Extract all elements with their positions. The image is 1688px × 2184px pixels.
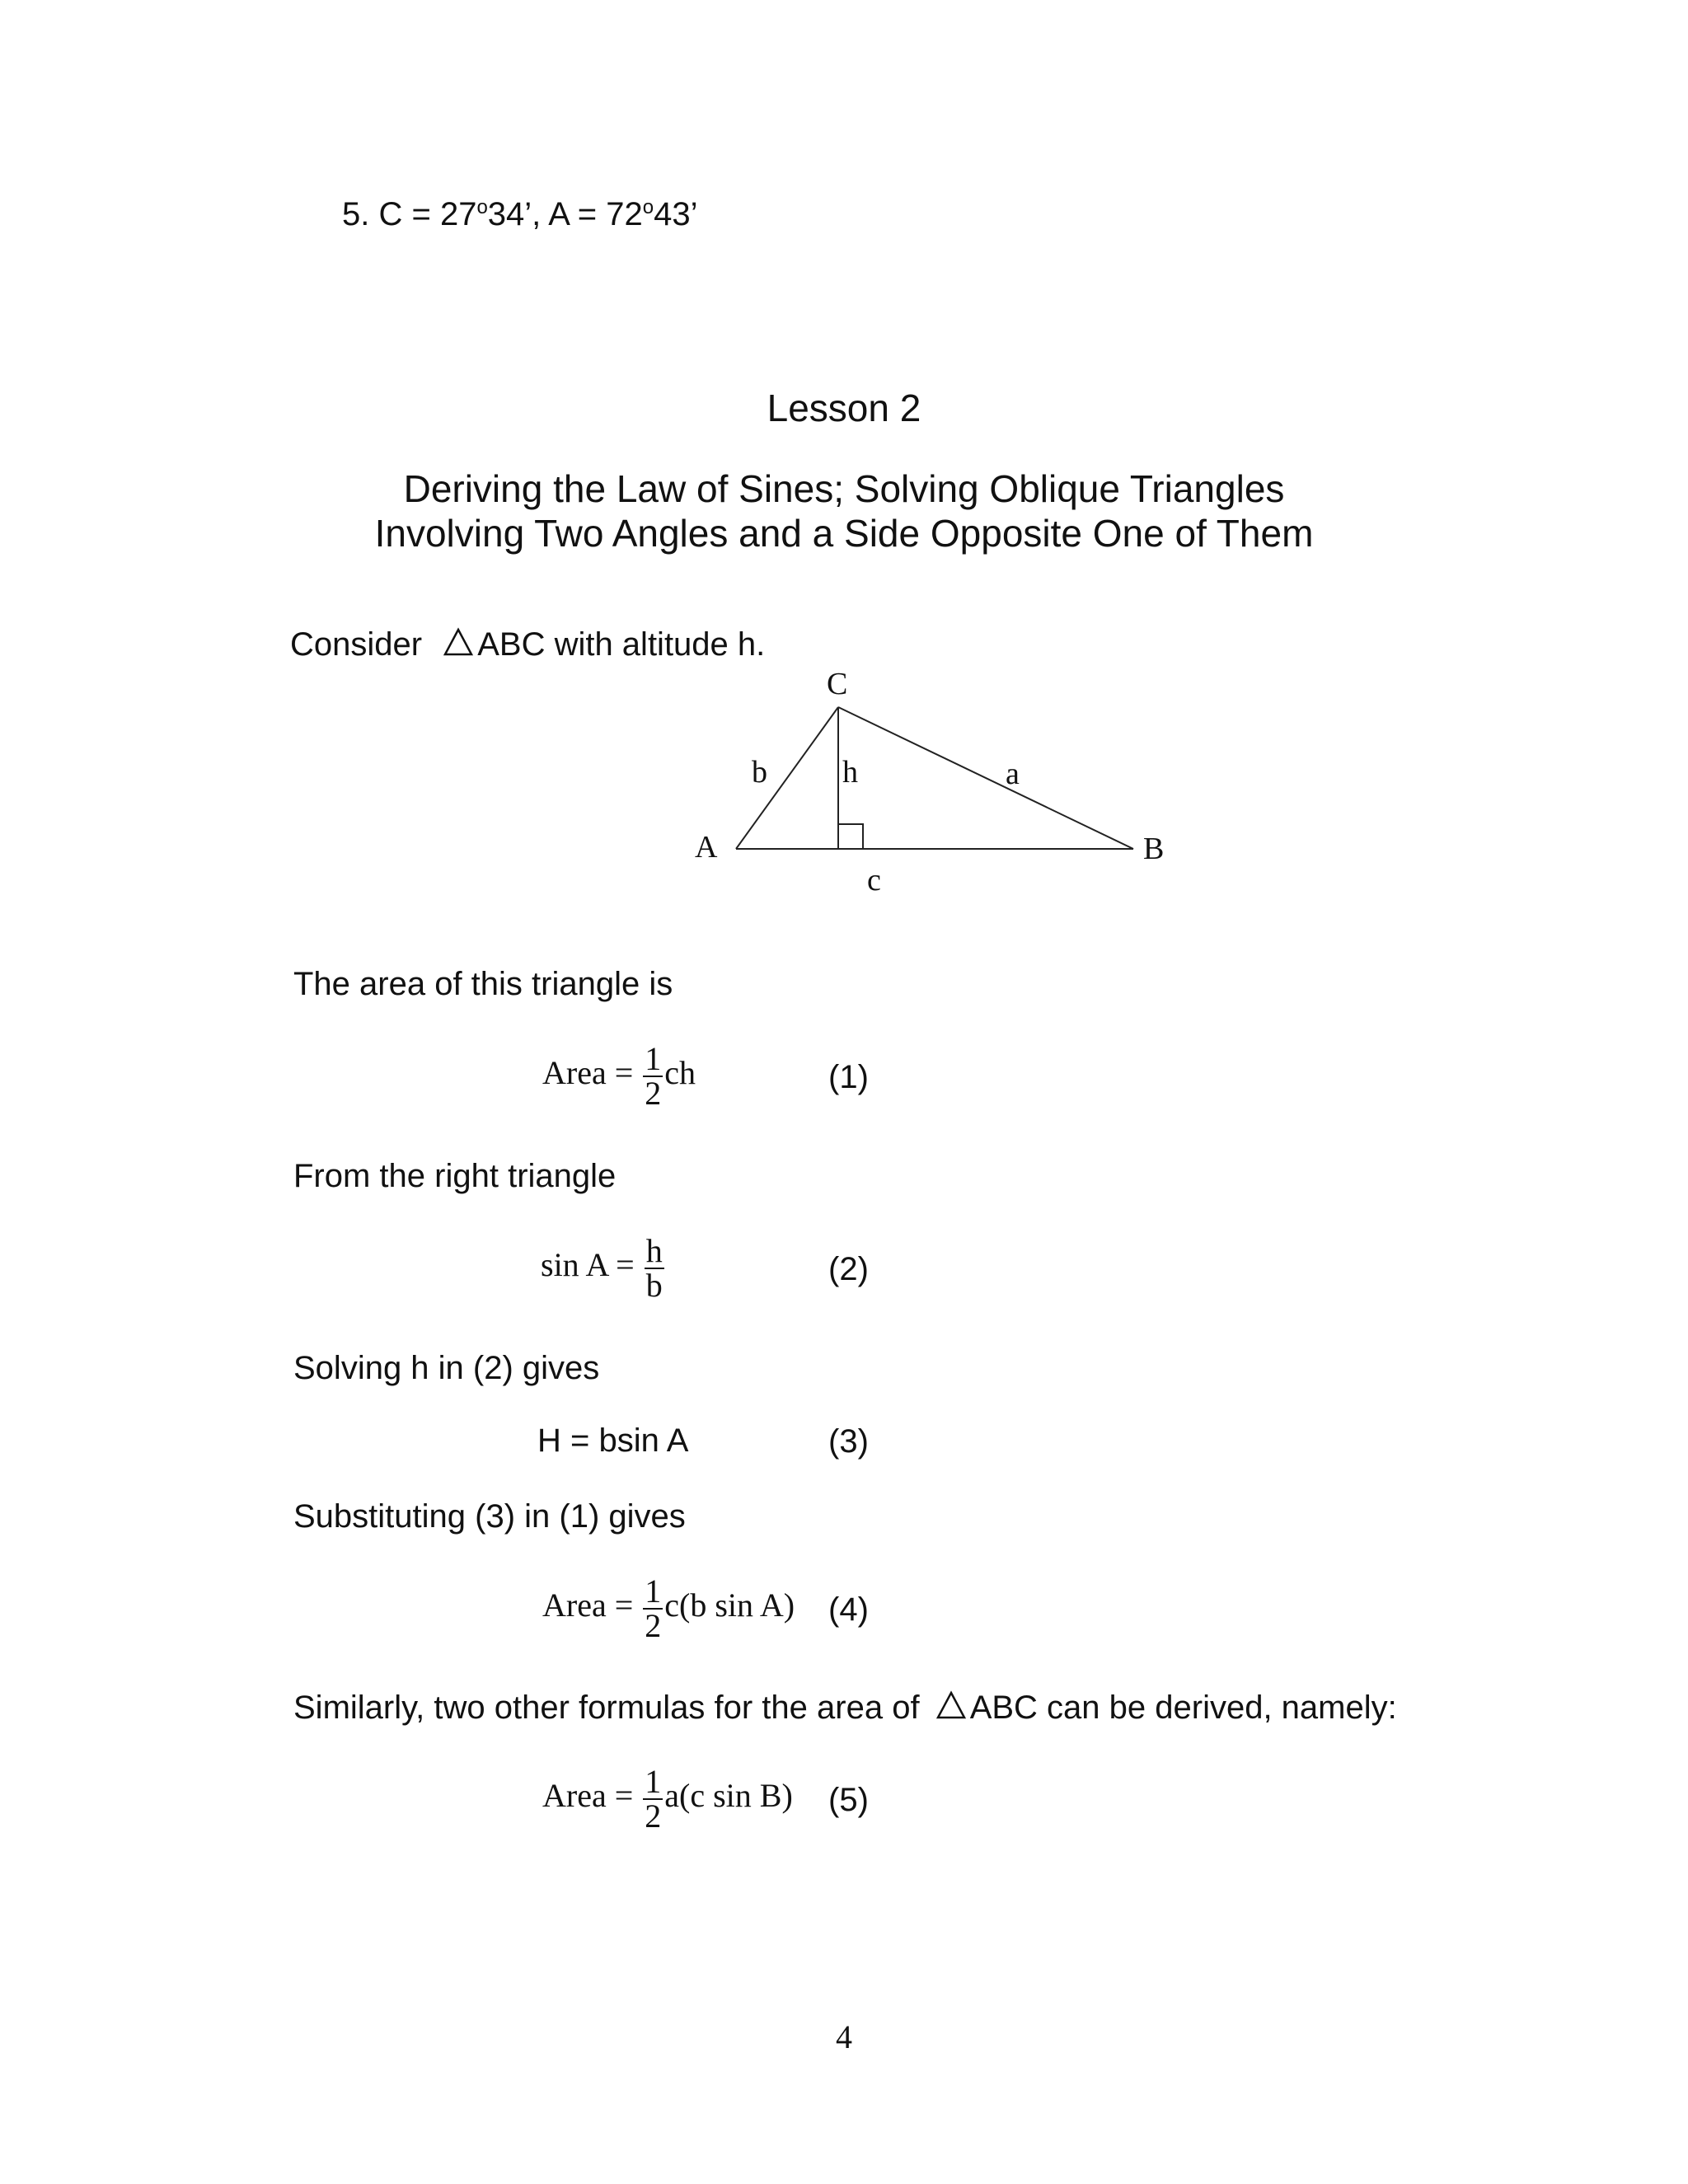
fraction [643,1765,663,1833]
consider-rest: ABC with altitude h. [477,626,766,663]
consider-word: Consider [290,626,423,663]
equation-number-3: (3) [828,1423,869,1460]
fraction [643,1040,663,1112]
side-label-c: c [867,863,881,898]
denominator: b [645,1267,663,1304]
degree-mark: o [642,196,654,218]
answer-prefix: 5. C = 27 [342,196,477,232]
fraction [643,1572,663,1644]
answer-mid: 34’, A = 72 [487,196,643,232]
triangle-symbol-icon [935,1690,967,1720]
lesson-title-line-2: Involving Two Angles and a Side Opposite One of Them [374,512,1314,555]
solving-h-text: Solving h in (2) gives [293,1350,600,1386]
vertex-label-a: A [695,830,718,865]
equation-lhs: Area = [542,1586,634,1624]
numerator: h [645,1232,663,1269]
area-intro-text: The area of this triangle is [293,966,673,1002]
numerator: 1 [645,1040,662,1077]
similarly-pre: Similarly, two other formulas for the area of [293,1690,920,1726]
equation-2 [541,1232,666,1304]
denominator: 2 [645,1797,662,1835]
equation-rhs: c(b sin A) [664,1586,795,1624]
equation-1 [542,1040,696,1112]
side-label-a: a [1006,757,1020,791]
equation-number-1: (1) [828,1059,869,1095]
equation-5 [542,1765,793,1833]
denominator: 2 [645,1607,662,1644]
similarly-post: ABC can be derived, namely: [969,1690,1397,1726]
similarly-sentence [293,1690,1397,1727]
fraction [645,1232,664,1304]
vertex-label-c: C [827,667,848,701]
right-triangle-text: From the right triangle [293,1158,617,1194]
lesson-heading: Lesson 2 [767,387,921,429]
equation-number-5: (5) [828,1782,869,1818]
equation-lhs: Area = [542,1777,634,1815]
right-angle-mark [838,824,863,849]
equation-rhs: ch [664,1054,696,1092]
numerator: 1 [645,1763,662,1800]
side-cb [838,707,1133,849]
equation-rhs: a(c sin B) [664,1777,793,1815]
equation-4 [542,1572,795,1644]
vertex-label-b: B [1143,832,1165,866]
lesson-title-line-1: Deriving the Law of Sines; Solving Oblique Triangles [403,467,1285,510]
degree-mark: o [476,196,488,218]
altitude-label-h: h [842,755,858,790]
equation-lhs: sin A = [541,1246,635,1284]
page-number: 4 [836,2018,852,2055]
answer-suffix: 43’ [654,196,698,232]
substituting-text: Substituting (3) in (1) gives [293,1498,686,1535]
equation-lhs: Area = [542,1054,634,1092]
denominator: 2 [645,1075,662,1112]
equation-number-4: (4) [828,1591,869,1628]
numerator: 1 [645,1572,662,1610]
equation-number-2: (2) [828,1251,869,1287]
equation-3: H = bsin A [537,1422,689,1459]
side-label-b: b [752,755,767,790]
